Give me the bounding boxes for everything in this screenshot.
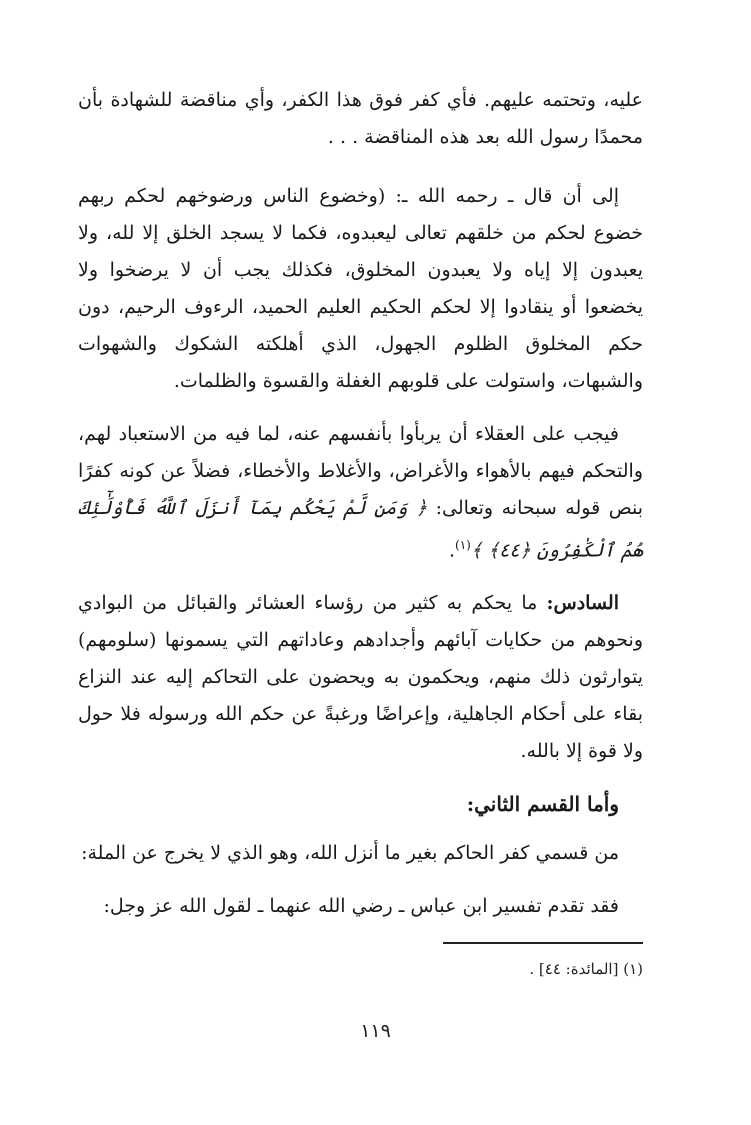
page-body bbox=[78, 82, 643, 941]
page-number: ١١٩ bbox=[360, 1020, 391, 1042]
paragraph-6: فقد تقدم تفسير ابن عباس ـ رضي الله عنهما ـ لقول الله عز وجل: bbox=[103, 895, 619, 918]
paragraph-1: عليه، وتحتمه عليهم. فأي كفر فوق هذا الكفر، وأي مناقضة للشهادة بأن محمدًا رسول الله بعد هذه المناقضة . . . bbox=[78, 89, 643, 148]
quran-verse: ﴿ وَمَن لَّمْ يَحْكُم بِمَآ أَنزَلَ ٱللَّهُ فَأُوْلَٰٓئِكَ هُمُ ٱلْكَٰفِرُونَ ﴿٤٤﴾ ﴾ bbox=[78, 497, 643, 562]
paragraph-5: من قسمي كفر الحاكم بغير ما أنزل الله، وهو الذي لا يخرج عن الملة: bbox=[81, 842, 619, 865]
paragraph-4-text: ما يحكم به كثير من رؤساء العشائر والقبائل من البوادي ونحوهم من حكايات آبائهم وأجدادهم وعاداتهم التي يسمونها (سلومهم) يتوارثون ذلك منهم، ويحكمون به ويحضون على التحاكم إليه عند النزاع بقاء على أحكام الجاهلية، وإعراضًا ورغبةً عن حكم الله ورسوله فلا حول ولا قوة إلا بالله. bbox=[78, 592, 643, 763]
paragraph-3-text: فيجب على العقلاء أن يربأوا بأنفسهم عنه، لما فيه من الاستعباد لهم، والتحكم فيهم بالأهواء والأغراض، والأغلاط والأخطاء، فضلاً عن كونه كفرًا بنص قوله سبحانه وتعالى: bbox=[78, 423, 644, 519]
paragraph-4 bbox=[78, 585, 643, 770]
section-heading: وأما القسم الثاني: bbox=[466, 792, 619, 817]
footnote-divider bbox=[443, 942, 643, 944]
paragraph-3-end: . bbox=[448, 539, 456, 562]
paragraph-4-lead: السادس: bbox=[546, 592, 619, 615]
paragraph-2: إلى أن قال ـ رحمه الله ـ: (وخضوع الناس ورضوخهم لحكم ربهم خضوع لحكم من خلقهم تعالى ليعبدوه، فكما لا يسجد الخلق إلا لله، ولا يعبدون إلا إياه ولا يعبدون المخلوق، فكذلك يجب أن لا يرضخوا ولا يخضعوا أو ينقادوا إلا لحكم الحكيم العليم الحميد، الرءوف الرحيم، دون حكم المخلوق الظلوم الجهول، الذي أهلكته الشكوك والشهوات والشبهات، واستولت على قلوبهم الغفلة والقسوة والظلمات. bbox=[78, 185, 643, 392]
footnote: (١) [المائدة: ٤٤] . bbox=[529, 960, 643, 978]
paragraph-3 bbox=[78, 416, 643, 569]
footnote-reference: (١) bbox=[455, 538, 471, 552]
